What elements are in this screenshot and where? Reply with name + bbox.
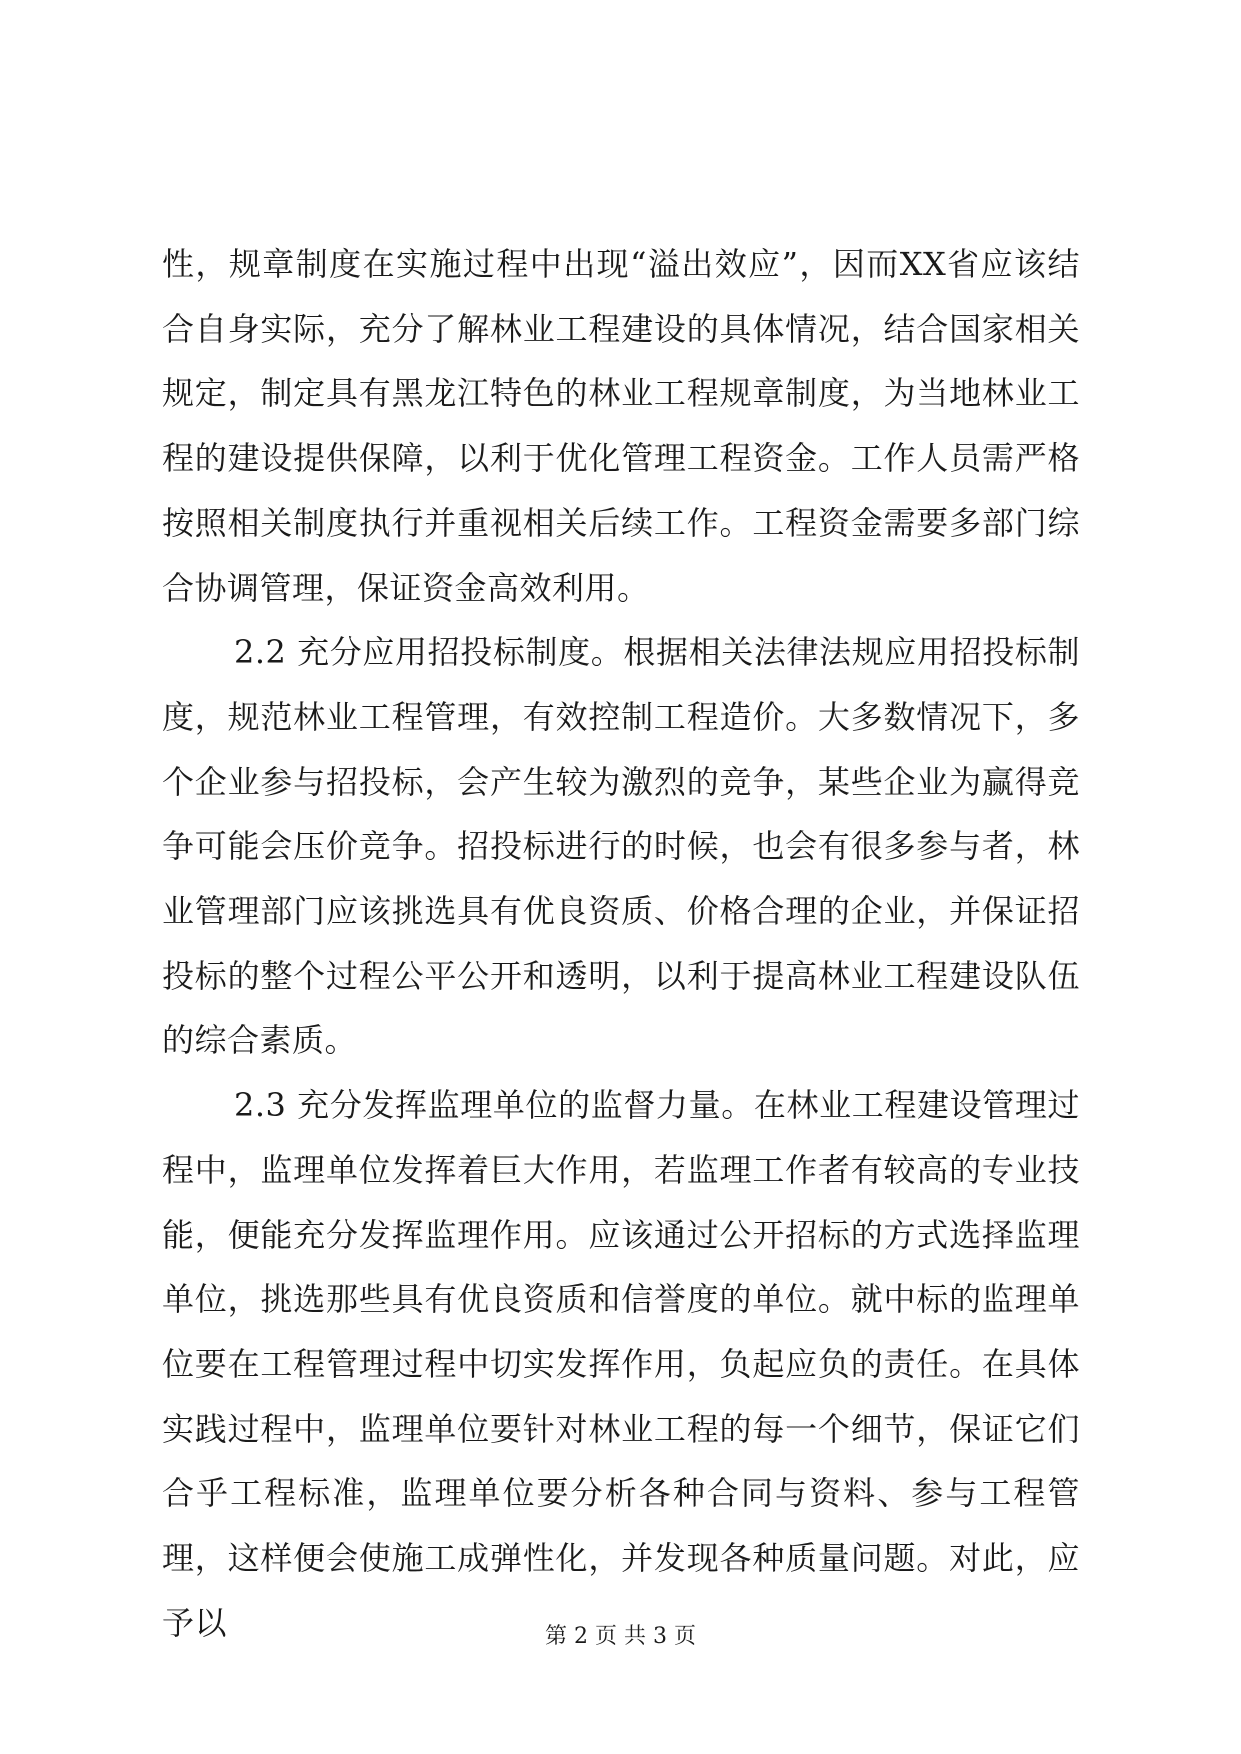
document-body xyxy=(162,232,1080,1655)
paragraph-section-2-2: 2.2 充分应用招投标制度。根据相关法律法规应用招投标制度，规范林业工程管理，有效控制工程造价。大多数情况下，多个企业参与招投标，会产生较为激烈的竞争，某些企业为赢得竞争可能会压价竞争。招投标进行的时候，也会有很多参与者，林业管理部门应该挑选具有优良资质、价格合理的企业，并保证招投标的整个过程公平公开和透明，以利于提高林业工程建设队伍的综合素质。 xyxy=(162,633,1080,1060)
paragraph-continuation: 性，规章制度在实施过程中出现“溢出效应”，因而XX省应该结合自身实际，充分了解林业工程建设的具体情况，结合国家相关规定，制定具有黑龙江特色的林业工程规章制度，为当地林业工程的建设提供保障，以利于优化管理工程资金。工作人员需严格按照相关制度执行并重视相关后续工作。工程资金需要多部门综合协调管理，保证资金高效利用。 xyxy=(162,245,1080,607)
page-footer: 第 2 页 共 3 页 xyxy=(545,1624,696,1649)
paragraph-section-2-3: 2.3 充分发挥监理单位的监督力量。在林业工程建设管理过程中，监理单位发挥着巨大作用，若监理工作者有较高的专业技能，便能充分发挥监理作用。应该通过公开招标的方式选择监理单位，挑选那些具有优良资质和信誉度的单位。就中标的监理单位要在工程管理过程中切实发挥作用，负起应负的责任。在具体实践过程中，监理单位要针对林业工程的每一个细节，保证它们合乎工程标准，监理单位要分析各种合同与资料、参与工程管理，这样便会使施工成弹性化，并发现各种质量问题。对此，应予以 xyxy=(162,1086,1080,1642)
